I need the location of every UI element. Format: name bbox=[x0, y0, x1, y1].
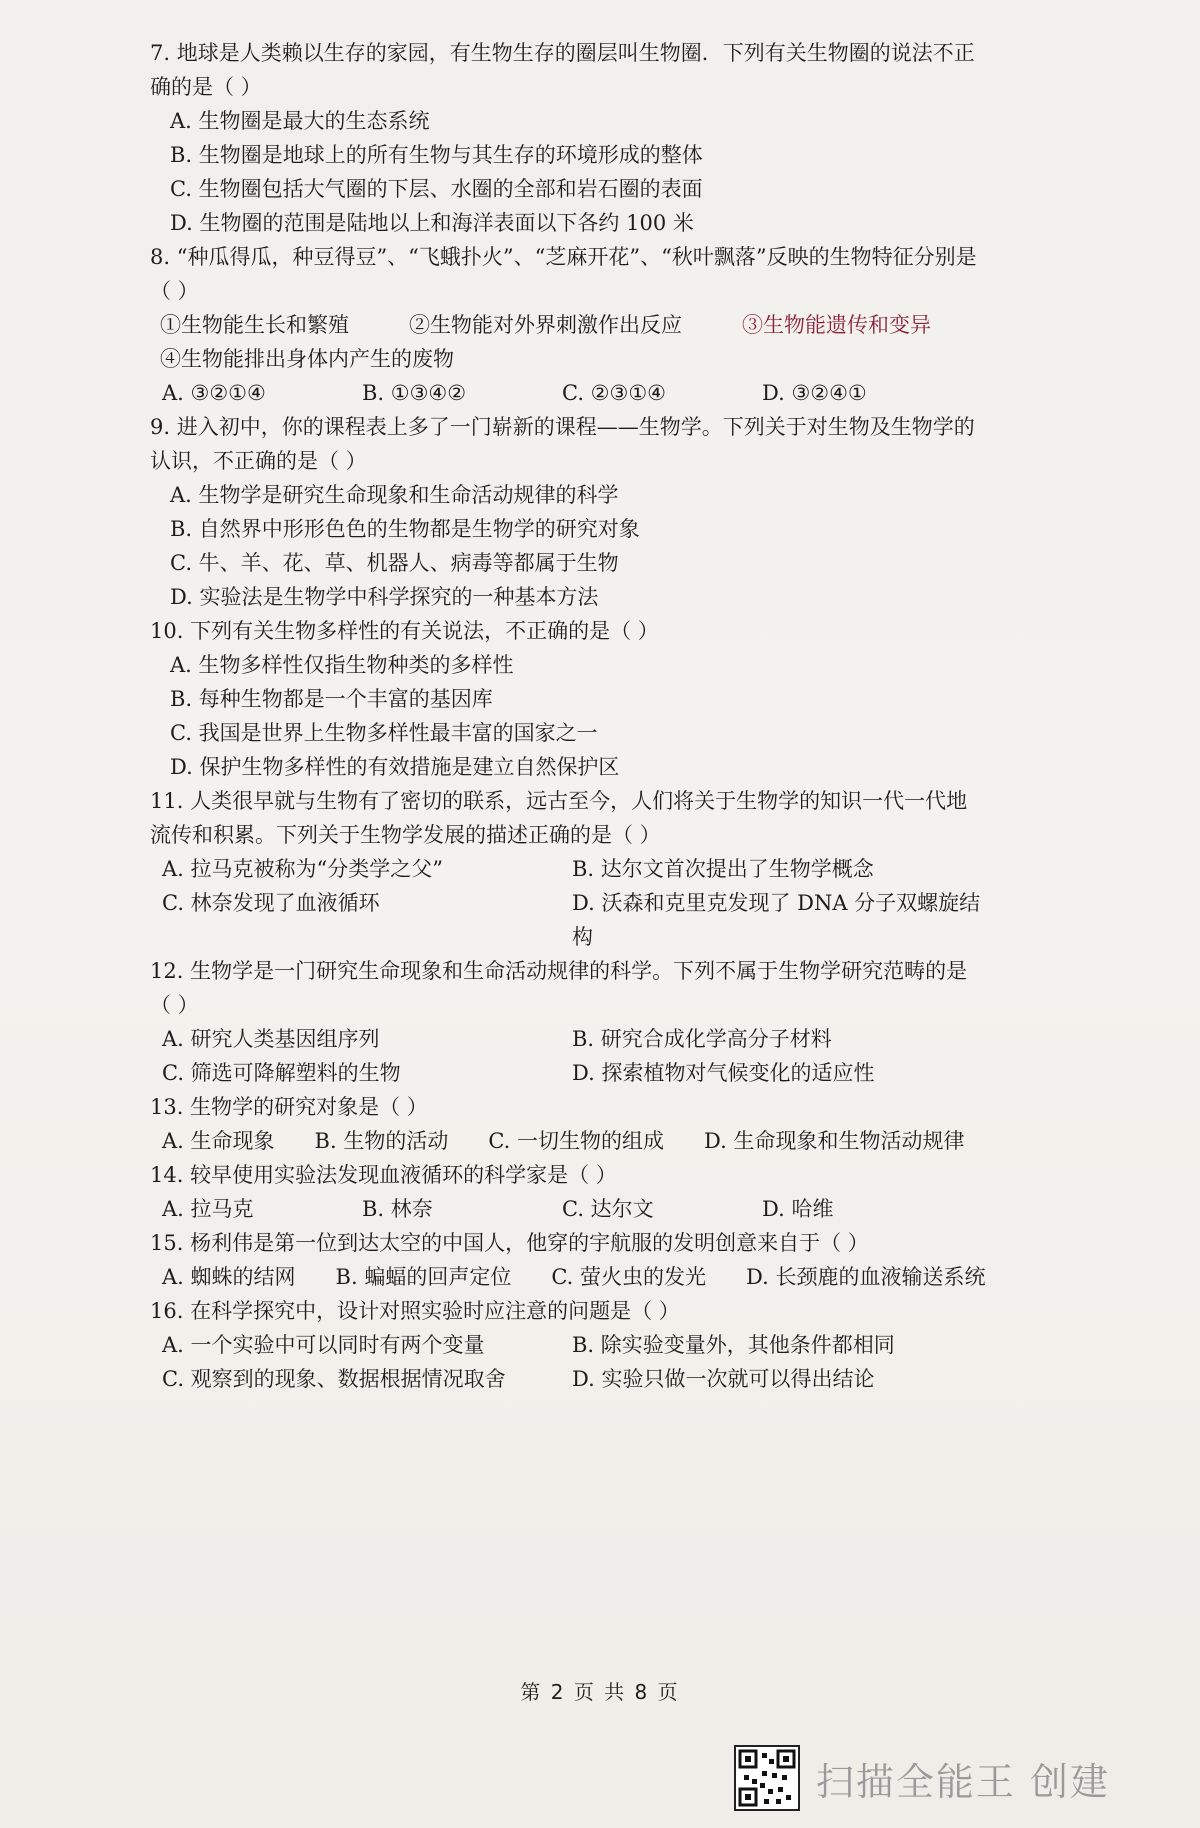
question-7 bbox=[150, 36, 1050, 240]
question-9 bbox=[150, 410, 1050, 614]
option-a: A. 拉马克被称为“分类学之父” bbox=[162, 857, 443, 881]
option-d: D. 保护生物多样性的有效措施是建立自然保护区 bbox=[170, 755, 620, 779]
option-c: C. 生物圈包括大气圈的下层、水圈的全部和岩石圈的表面 bbox=[170, 177, 703, 201]
question-11 bbox=[150, 784, 1050, 954]
question-stem: 流传和积累。下列关于生物学发展的描述正确的是（ ） bbox=[150, 823, 661, 847]
question-10 bbox=[150, 614, 1050, 784]
option-d: D. 生物圈的范围是陆地以上和海洋表面以下各约 100 米 bbox=[170, 211, 694, 235]
option-c: C. 牛、羊、花、草、机器人、病毒等都属于生物 bbox=[170, 551, 619, 575]
question-list bbox=[150, 36, 1050, 1396]
question-stem: 7. 地球是人类赖以生存的家园，有生物生存的圈层叫生物圈．下列有关生物圈的说法不正 bbox=[150, 41, 975, 65]
question-14 bbox=[150, 1158, 1050, 1226]
option-d: D. 哈维 bbox=[762, 1197, 834, 1221]
question-stem: 14. 较早使用实验法发现血液循环的科学家是（ ） bbox=[150, 1163, 617, 1187]
option-a: A. 生物学是研究生命现象和生命活动规律的科学 bbox=[170, 483, 619, 507]
page-number: 第 2 页 共 8 页 bbox=[520, 1680, 680, 1704]
scanner-watermark-text: 扫描全能王 创建 bbox=[815, 1759, 1110, 1804]
option-c: C. 达尔文 bbox=[562, 1197, 654, 1221]
options-row bbox=[162, 852, 1050, 886]
option-a: A. 生物圈是最大的生态系统 bbox=[170, 109, 430, 133]
statement-1: ①生物能生长和繁殖 bbox=[160, 313, 349, 337]
question-stem: 确的是（ ） bbox=[150, 75, 262, 99]
option-c: C. 萤火虫的发光 bbox=[551, 1265, 706, 1289]
question-stem: 9. 进入初中，你的课程表上多了一门崭新的课程——生物学。下列关于对生物及生物学的 bbox=[150, 415, 975, 439]
option-b: B. ①③④② bbox=[362, 381, 467, 405]
statement-list bbox=[160, 308, 1050, 376]
question-stem: 16. 在科学探究中，设计对照实验时应注意的问题是（ ） bbox=[150, 1299, 680, 1323]
options-row bbox=[162, 886, 1050, 954]
options-row bbox=[162, 1260, 1050, 1294]
options-row bbox=[162, 1124, 1050, 1158]
options-row bbox=[162, 1328, 1050, 1362]
option-c: C. 观察到的现象、数据根据情况取舍 bbox=[162, 1367, 506, 1391]
qr-code-icon bbox=[734, 1745, 800, 1811]
option-b: B. 生物的活动 bbox=[314, 1129, 449, 1153]
option-d: D. 生命现象和生物活动规律 bbox=[704, 1129, 965, 1153]
option-b: B. 研究合成化学高分子材料 bbox=[572, 1027, 832, 1051]
question-12 bbox=[150, 954, 1050, 1090]
option-d: D. 长颈鹿的血液输送系统 bbox=[746, 1265, 986, 1289]
option-a: A. 蜘蛛的结网 bbox=[162, 1265, 296, 1289]
option-b: B. 每种生物都是一个丰富的基因库 bbox=[170, 687, 493, 711]
option-b: B. 达尔文首次提出了生物学概念 bbox=[572, 857, 874, 881]
question-16 bbox=[150, 1294, 1050, 1396]
option-c: C. 一切生物的组成 bbox=[488, 1129, 664, 1153]
option-b: B. 林奈 bbox=[362, 1197, 433, 1221]
statement-4: ④生物能排出身体内产生的废物 bbox=[160, 347, 454, 371]
option-b: B. 自然界中形形色色的生物都是生物学的研究对象 bbox=[170, 517, 640, 541]
question-stem: 15. 杨利伟是第一位到达太空的中国人，他穿的宇航服的发明创意来自于（ ） bbox=[150, 1231, 869, 1255]
question-15 bbox=[150, 1226, 1050, 1294]
options-row bbox=[162, 1192, 1050, 1226]
option-d: D. ③②④① bbox=[762, 381, 867, 405]
option-a: A. 研究人类基因组序列 bbox=[162, 1027, 380, 1051]
option-d: D. 实验法是生物学中科学探究的一种基本方法 bbox=[170, 585, 599, 609]
option-a: A. 生物多样性仅指生物种类的多样性 bbox=[170, 653, 514, 677]
option-a: A. ③②①④ bbox=[162, 381, 266, 405]
question-stem: 10. 下列有关生物多样性的有关说法，不正确的是（ ） bbox=[150, 619, 659, 643]
option-a: A. 一个实验中可以同时有两个变量 bbox=[162, 1333, 485, 1357]
option-c: C. 筛选可降解塑料的生物 bbox=[162, 1061, 401, 1085]
option-d: D. 探索植物对气候变化的适应性 bbox=[572, 1061, 875, 1085]
option-a: A. 生命现象 bbox=[162, 1129, 275, 1153]
question-stem: 8. “种瓜得瓜，种豆得豆”、“飞蛾扑火”、“芝麻开花”、“秋叶飘落”反映的生物特征分别是 bbox=[150, 245, 977, 269]
statement-2: ②生物能对外界刺激作出反应 bbox=[409, 313, 682, 337]
scanner-watermark bbox=[734, 1745, 1110, 1811]
options-row bbox=[162, 1022, 1050, 1056]
question-13 bbox=[150, 1090, 1050, 1158]
option-d: D. 沃森和克里克发现了 DNA 分子双螺旋结构 bbox=[572, 891, 981, 949]
question-stem: 认识，不正确的是（ ） bbox=[150, 449, 367, 473]
question-8 bbox=[150, 240, 1050, 410]
question-stem: 11. 人类很早就与生物有了密切的联系，远古至今，人们将关于生物学的知识一代一代地 bbox=[150, 789, 968, 813]
question-stem: 13. 生物学的研究对象是（ ） bbox=[150, 1095, 428, 1119]
question-stem: （ ） bbox=[150, 993, 199, 1017]
option-b: B. 生物圈是地球上的所有生物与其生存的环境形成的整体 bbox=[170, 143, 703, 167]
options-row bbox=[162, 376, 1050, 410]
option-a: A. 拉马克 bbox=[162, 1197, 254, 1221]
option-c: C. ②③①④ bbox=[562, 381, 666, 405]
question-stem: 12. 生物学是一门研究生命现象和生命活动规律的科学。下列不属于生物学研究范畴的是 bbox=[150, 959, 968, 983]
option-d: D. 实验只做一次就可以得出结论 bbox=[572, 1367, 875, 1391]
question-stem: （ ） bbox=[150, 279, 199, 303]
option-c: C. 林奈发现了血液循环 bbox=[162, 891, 380, 915]
option-c: C. 我国是世界上生物多样性最丰富的国家之一 bbox=[170, 721, 598, 745]
option-b: B. 蝙蝠的回声定位 bbox=[335, 1265, 512, 1289]
options-row bbox=[162, 1362, 1050, 1396]
statement-3: ③生物能遗传和变异 bbox=[742, 313, 931, 337]
option-b: B. 除实验变量外，其他条件都相同 bbox=[572, 1333, 895, 1357]
options-row bbox=[162, 1056, 1050, 1090]
